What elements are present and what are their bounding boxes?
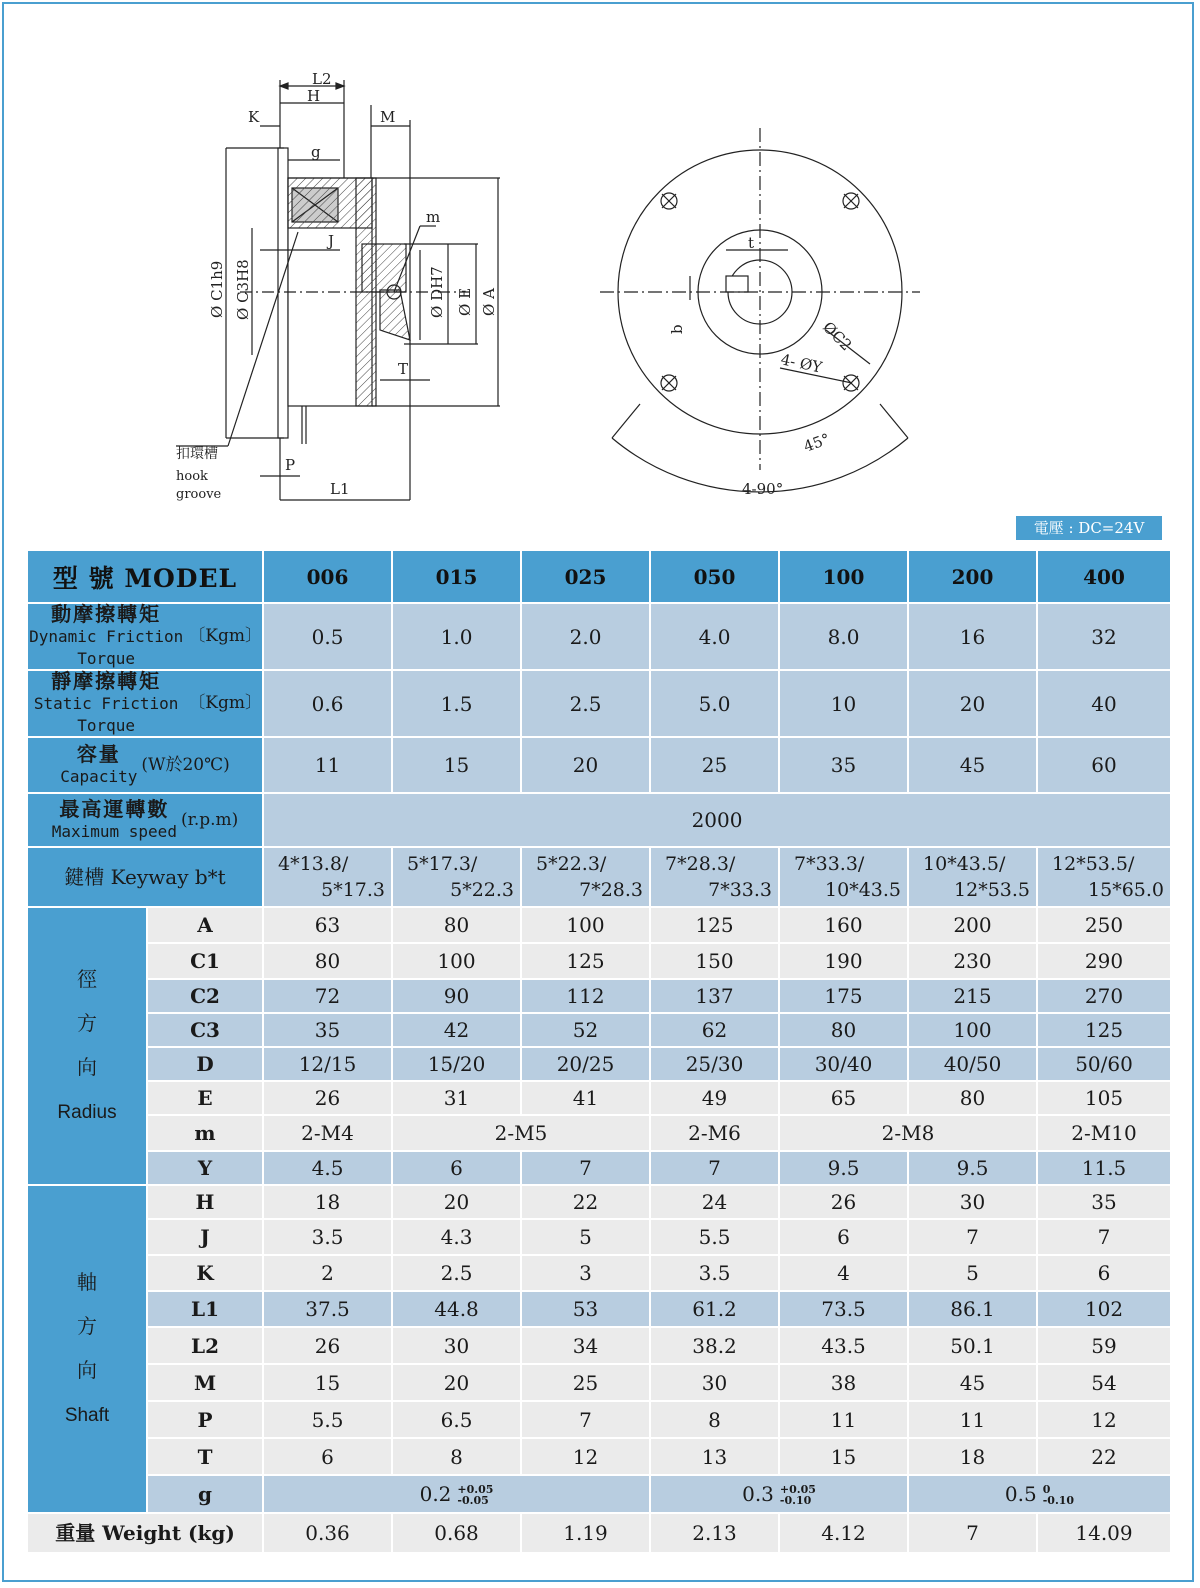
label-4-90: 4-90° — [742, 480, 784, 498]
M-value: 20 — [393, 1365, 522, 1402]
static-torque-label-zh: 靜摩擦轉矩 — [51, 669, 162, 693]
shaft-group-en: Shaft — [64, 1405, 110, 1426]
label-C3: Ø C3H8 — [234, 259, 252, 320]
E-value: 31 — [393, 1082, 522, 1116]
shaft-group-zh1: 軸 — [77, 1270, 97, 1294]
model-006: 006 — [264, 551, 393, 604]
weight-value: 4.12 — [780, 1514, 909, 1554]
max-speed-label-en: Maximum speed — [51, 821, 177, 841]
dynamic-value: 4.0 — [651, 604, 780, 671]
max-speed-label — [28, 794, 264, 848]
weight-label: 重量 Weight (kg) — [28, 1514, 264, 1554]
J-value: 4.3 — [393, 1220, 522, 1256]
max-speed-row — [28, 794, 1172, 848]
Y-value: 9.5 — [780, 1152, 909, 1186]
J-value: 7 — [1038, 1220, 1172, 1256]
model-400: 400 — [1038, 551, 1172, 604]
model-200: 200 — [909, 551, 1038, 604]
m-value: 2-M5 — [393, 1116, 651, 1152]
key-D: D — [148, 1048, 264, 1082]
key-m: m — [148, 1116, 264, 1152]
row-L1 — [28, 1292, 1172, 1328]
label-L1: L1 — [330, 480, 350, 498]
H-value: 22 — [522, 1186, 651, 1220]
shaft-group-zh2: 方 — [77, 1314, 97, 1338]
K-value: 4 — [780, 1256, 909, 1292]
radius-group-zh3: 向 — [77, 1055, 97, 1079]
capacity-value: 15 — [393, 738, 522, 794]
L1-value: 44.8 — [393, 1292, 522, 1328]
front-view — [600, 128, 920, 492]
weight-value: 7 — [909, 1514, 1038, 1554]
radius-group-zh2: 方 — [77, 1011, 97, 1035]
key-M: M — [148, 1365, 264, 1402]
L1-value: 73.5 — [780, 1292, 909, 1328]
row-C1 — [28, 944, 1172, 980]
E-value: 105 — [1038, 1082, 1172, 1116]
J-value: 7 — [909, 1220, 1038, 1256]
A-value: 63 — [264, 908, 393, 944]
K-value: 2 — [264, 1256, 393, 1292]
keyway-value-line2: 5*17.3 — [321, 879, 386, 901]
label-P: P — [285, 456, 296, 474]
C1-value: 290 — [1038, 944, 1172, 980]
E-value: 41 — [522, 1082, 651, 1116]
D-value: 30/40 — [780, 1048, 909, 1082]
g-value — [909, 1476, 1172, 1514]
P-value: 7 — [522, 1402, 651, 1439]
static-value: 0.6 — [264, 671, 393, 738]
g-base: 0.3 — [742, 1481, 774, 1506]
T-value: 22 — [1038, 1439, 1172, 1476]
spec-table — [28, 551, 1172, 1554]
g-tol-down: -0.05 — [457, 1494, 489, 1508]
label-C2: ØC2 — [819, 318, 856, 355]
radius-group-zh1: 徑 — [77, 967, 97, 991]
M-value: 30 — [651, 1365, 780, 1402]
A-value: 250 — [1038, 908, 1172, 944]
row-C3 — [28, 1014, 1172, 1048]
model-025: 025 — [522, 551, 651, 604]
dynamic-value: 32 — [1038, 604, 1172, 671]
capacity-label-en: Capacity — [60, 766, 138, 786]
keyway-value-line2: 15*65.0 — [1088, 879, 1165, 901]
D-value: 40/50 — [909, 1048, 1038, 1082]
weight-value: 14.09 — [1038, 1514, 1172, 1554]
label-L2: L2 — [312, 70, 332, 88]
static-value: 2.5 — [522, 671, 651, 738]
key-A: A — [148, 908, 264, 944]
label-D: Ø DH7 — [428, 266, 446, 318]
max-speed-unit: (r.p.m) — [180, 809, 239, 830]
K-value: 3 — [522, 1256, 651, 1292]
voltage-badge: 電壓 : DC=24V — [1016, 516, 1162, 540]
static-torque-label — [28, 671, 264, 738]
Y-value: 11.5 — [1038, 1152, 1172, 1186]
weight-value: 1.19 — [522, 1514, 651, 1554]
E-value: 49 — [651, 1082, 780, 1116]
L2-value: 26 — [264, 1328, 393, 1365]
model-header: 型 號 MODEL — [28, 551, 264, 604]
C3-value: 62 — [651, 1014, 780, 1048]
row-C2 — [28, 980, 1172, 1014]
C3-value: 100 — [909, 1014, 1038, 1048]
technical-drawing — [0, 0, 1200, 520]
A-value: 160 — [780, 908, 909, 944]
T-value: 15 — [780, 1439, 909, 1476]
m-value: 2-M6 — [651, 1116, 780, 1152]
keyway-value — [780, 848, 909, 908]
E-value: 26 — [264, 1082, 393, 1116]
g-tol-up: +0.05 — [457, 1483, 494, 1497]
keyway-value-line1: 5*22.3/ — [536, 853, 607, 875]
capacity-value: 60 — [1038, 738, 1172, 794]
key-C1: C1 — [148, 944, 264, 980]
P-value: 8 — [651, 1402, 780, 1439]
E-value: 80 — [909, 1082, 1038, 1116]
model-050: 050 — [651, 551, 780, 604]
C3-value: 52 — [522, 1014, 651, 1048]
weight-value: 0.68 — [393, 1514, 522, 1554]
L2-value: 43.5 — [780, 1328, 909, 1365]
C1-value: 80 — [264, 944, 393, 980]
C3-value: 80 — [780, 1014, 909, 1048]
keyway-value-line1: 7*33.3/ — [794, 853, 865, 875]
L1-value: 86.1 — [909, 1292, 1038, 1328]
P-value: 12 — [1038, 1402, 1172, 1439]
key-C2: C2 — [148, 980, 264, 1014]
Y-value: 7 — [522, 1152, 651, 1186]
keyway-value-line1: 4*13.8/ — [278, 853, 349, 875]
row-P — [28, 1402, 1172, 1439]
C2-value: 112 — [522, 980, 651, 1014]
capacity-label — [28, 738, 264, 794]
m-value: 2-M10 — [1038, 1116, 1172, 1152]
D-value: 20/25 — [522, 1048, 651, 1082]
g-tol-up: +0.05 — [779, 1483, 816, 1497]
row-T — [28, 1439, 1172, 1476]
C2-value: 175 — [780, 980, 909, 1014]
capacity-value: 25 — [651, 738, 780, 794]
A-value: 125 — [651, 908, 780, 944]
key-P: P — [148, 1402, 264, 1439]
g-tol-down: -0.10 — [779, 1494, 812, 1508]
D-value: 12/15 — [264, 1048, 393, 1082]
label-K: K — [248, 108, 260, 126]
J-value: 3.5 — [264, 1220, 393, 1256]
C2-value: 90 — [393, 980, 522, 1014]
keyway-value — [651, 848, 780, 908]
key-K: K — [148, 1256, 264, 1292]
T-value: 6 — [264, 1439, 393, 1476]
keyway-value — [393, 848, 522, 908]
capacity-value: 20 — [522, 738, 651, 794]
row-Y — [28, 1152, 1172, 1186]
dynamic-value: 1.0 — [393, 604, 522, 671]
L2-value: 50.1 — [909, 1328, 1038, 1365]
capacity-value: 11 — [264, 738, 393, 794]
dynamic-value: 8.0 — [780, 604, 909, 671]
D-value: 50/60 — [1038, 1048, 1172, 1082]
header-row — [28, 551, 1172, 604]
C2-value: 215 — [909, 980, 1038, 1014]
shaft-group-zh3: 向 — [77, 1358, 97, 1382]
weight-value: 2.13 — [651, 1514, 780, 1554]
label-b: b — [668, 324, 686, 334]
keyway-value-line2: 7*33.3 — [708, 879, 773, 901]
H-value: 20 — [393, 1186, 522, 1220]
K-value: 2.5 — [393, 1256, 522, 1292]
keyway-value-line2: 10*43.5 — [825, 879, 902, 901]
key-J: J — [148, 1220, 264, 1256]
H-value: 24 — [651, 1186, 780, 1220]
row-H — [28, 1186, 1172, 1220]
static-value: 10 — [780, 671, 909, 738]
label-45: 45° — [801, 429, 833, 456]
dynamic-value: 2.0 — [522, 604, 651, 671]
C2-value: 270 — [1038, 980, 1172, 1014]
g-tol-up: 0 — [1042, 1483, 1051, 1497]
capacity-value: 35 — [780, 738, 909, 794]
capacity-row — [28, 738, 1172, 794]
D-value: 15/20 — [393, 1048, 522, 1082]
label-M: M — [380, 108, 396, 126]
P-value: 11 — [780, 1402, 909, 1439]
C1-value: 230 — [909, 944, 1038, 980]
Y-value: 9.5 — [909, 1152, 1038, 1186]
C1-value: 100 — [393, 944, 522, 980]
Y-value: 4.5 — [264, 1152, 393, 1186]
H-value: 30 — [909, 1186, 1038, 1220]
K-value: 5 — [909, 1256, 1038, 1292]
static-value: 20 — [909, 671, 1038, 738]
g-tolerance — [457, 1484, 493, 1506]
Y-value: 6 — [393, 1152, 522, 1186]
P-value: 11 — [909, 1402, 1038, 1439]
label-t: t — [748, 234, 755, 252]
model-100: 100 — [780, 551, 909, 604]
M-value: 54 — [1038, 1365, 1172, 1402]
weight-value: 0.36 — [264, 1514, 393, 1554]
T-value: 13 — [651, 1439, 780, 1476]
max-speed-label-zh: 最高運轉數 — [59, 796, 170, 821]
L2-value: 30 — [393, 1328, 522, 1365]
keyway-value-line1: 10*43.5/ — [923, 853, 1006, 875]
dynamic-value: 0.5 — [264, 604, 393, 671]
row-A — [28, 908, 1172, 944]
label-C1: Ø C1h9 — [208, 260, 226, 318]
A-value: 100 — [522, 908, 651, 944]
g-tol-down: -0.10 — [1042, 1494, 1075, 1508]
T-value: 8 — [393, 1439, 522, 1476]
L2-value: 34 — [522, 1328, 651, 1365]
M-value: 45 — [909, 1365, 1038, 1402]
radius-group-en: Radius — [57, 1102, 117, 1123]
C3-value: 35 — [264, 1014, 393, 1048]
g-tolerance — [1043, 1484, 1074, 1506]
M-value: 25 — [522, 1365, 651, 1402]
label-Y: 4- ØY — [779, 350, 824, 377]
keyway-value-line1: 7*28.3/ — [665, 853, 736, 875]
J-value: 5 — [522, 1220, 651, 1256]
key-H: H — [148, 1186, 264, 1220]
L2-value: 38.2 — [651, 1328, 780, 1365]
row-g — [28, 1476, 1172, 1514]
capacity-value: 45 — [909, 738, 1038, 794]
J-value: 5.5 — [651, 1220, 780, 1256]
P-value: 6.5 — [393, 1402, 522, 1439]
g-value — [264, 1476, 651, 1514]
A-value: 200 — [909, 908, 1038, 944]
C2-value: 137 — [651, 980, 780, 1014]
keyway-value — [909, 848, 1038, 908]
K-value: 3.5 — [651, 1256, 780, 1292]
keyway-row — [28, 848, 1172, 908]
key-E: E — [148, 1082, 264, 1116]
key-T: T — [148, 1439, 264, 1476]
P-value: 5.5 — [264, 1402, 393, 1439]
g-base: 0.2 — [419, 1481, 452, 1506]
C3-value: 42 — [393, 1014, 522, 1048]
C2-value: 72 — [264, 980, 393, 1014]
keyway-value — [1038, 848, 1172, 908]
label-E: Ø E — [456, 287, 474, 316]
dynamic-torque-label — [28, 604, 264, 671]
label-H: H — [307, 87, 321, 105]
K-value: 6 — [1038, 1256, 1172, 1292]
keyway-value-line2: 12*53.5 — [954, 879, 1031, 901]
label-A: Ø A — [480, 288, 498, 316]
speed-value: 2000 — [264, 794, 1172, 848]
M-value: 15 — [264, 1365, 393, 1402]
row-M — [28, 1365, 1172, 1402]
keyway-value — [522, 848, 651, 908]
A-value: 80 — [393, 908, 522, 944]
key-L2: L2 — [148, 1328, 264, 1365]
label-m: m — [426, 208, 441, 226]
row-m — [28, 1116, 1172, 1152]
H-value: 35 — [1038, 1186, 1172, 1220]
C1-value: 150 — [651, 944, 780, 980]
keyway-value-line1: 12*53.5/ — [1052, 853, 1135, 875]
weight-row — [28, 1514, 1172, 1554]
Y-value: 7 — [651, 1152, 780, 1186]
keyway-label: 鍵槽 Keyway b*t — [28, 848, 264, 908]
C3-value: 125 — [1038, 1014, 1172, 1048]
keyway-value-line2: 5*22.3 — [450, 879, 515, 901]
hook-label-zh: 扣環槽 — [176, 446, 218, 462]
L1-value: 102 — [1038, 1292, 1172, 1328]
label-J: J — [328, 232, 335, 250]
T-value: 12 — [522, 1439, 651, 1476]
static-torque-unit: 〔Kgm〕 — [188, 693, 263, 713]
static-value: 5.0 — [651, 671, 780, 738]
hook-label-en2: groove — [176, 487, 222, 502]
L1-value: 53 — [522, 1292, 651, 1328]
hook-label-en1: hook — [176, 469, 208, 484]
M-value: 38 — [780, 1365, 909, 1402]
key-L1: L1 — [148, 1292, 264, 1328]
m-value: 2-M8 — [780, 1116, 1038, 1152]
static-value: 40 — [1038, 671, 1172, 738]
shaft-group — [28, 1186, 148, 1514]
label-g: g — [311, 143, 321, 161]
L2-value: 59 — [1038, 1328, 1172, 1365]
key-C3: C3 — [148, 1014, 264, 1048]
E-value: 65 — [780, 1082, 909, 1116]
g-value — [651, 1476, 909, 1514]
C1-value: 125 — [522, 944, 651, 980]
row-J — [28, 1220, 1172, 1256]
model-015: 015 — [393, 551, 522, 604]
row-D — [28, 1048, 1172, 1082]
m-value: 2-M4 — [264, 1116, 393, 1152]
H-value: 18 — [264, 1186, 393, 1220]
H-value: 26 — [780, 1186, 909, 1220]
row-K — [28, 1256, 1172, 1292]
static-value: 1.5 — [393, 671, 522, 738]
J-value: 6 — [780, 1220, 909, 1256]
static-torque-label-en: Static Friction Torque — [33, 694, 179, 735]
D-value: 25/30 — [651, 1048, 780, 1082]
T-value: 18 — [909, 1439, 1038, 1476]
keyway-value-line1: 5*17.3/ — [407, 853, 478, 875]
dynamic-torque-label-en: Dynamic Friction Torque — [29, 627, 184, 668]
keyway-value — [264, 848, 393, 908]
capacity-unit: (W於20℃) — [141, 754, 230, 775]
row-L2 — [28, 1328, 1172, 1365]
key-Y: Y — [148, 1152, 264, 1186]
dynamic-value: 16 — [909, 604, 1038, 671]
static-torque-row — [28, 671, 1172, 738]
g-base: 0.5 — [1004, 1481, 1037, 1506]
dynamic-torque-label-zh: 動摩擦轉矩 — [51, 602, 162, 626]
dynamic-torque-row — [28, 604, 1172, 671]
C1-value: 190 — [780, 944, 909, 980]
L1-value: 61.2 — [651, 1292, 780, 1328]
row-E — [28, 1082, 1172, 1116]
keyway-value-line2: 7*28.3 — [579, 879, 644, 901]
g-tolerance — [780, 1484, 816, 1506]
dynamic-torque-unit: 〔Kgm〕 — [188, 626, 263, 646]
label-T: T — [398, 360, 409, 378]
capacity-label-zh: 容量 — [76, 741, 121, 766]
key-g: g — [148, 1476, 264, 1514]
L1-value: 37.5 — [264, 1292, 393, 1328]
radius-group — [28, 908, 148, 1186]
